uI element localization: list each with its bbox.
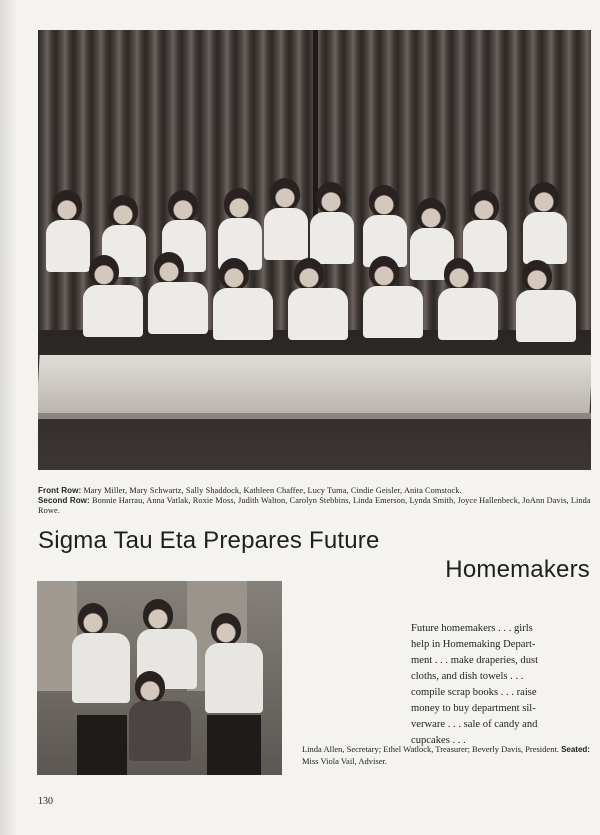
page-number: 130 <box>38 796 53 807</box>
headline-line-2: Homemakers <box>445 556 590 583</box>
article-line: help in Homemaking Depart- <box>411 639 536 650</box>
officers-names: Linda Allen, Secretary; Ethel Watlock, Treasurer; Beverly Davis, President. <box>302 744 559 754</box>
seated-label: Seated: <box>561 745 590 754</box>
officers-photo-caption <box>302 744 594 766</box>
officers-photo <box>37 581 282 775</box>
group-photo-caption <box>38 486 594 516</box>
article-line: cupcakes . . . <box>411 735 466 746</box>
article-line: verware . . . sale of candy and <box>411 719 538 730</box>
article-line: compile scrap books . . . raise <box>411 687 537 698</box>
front-row-names: Mary Miller, Mary Schwartz, Sally Shaddock, Kathleen Chaffee, Lucy Tuma, Cindie Geisler, Anita Comstock. <box>83 486 462 495</box>
page-gutter-shadow <box>0 0 18 835</box>
second-row-label: Second Row: <box>38 496 90 505</box>
article-line: ment . . . make draperies, dust <box>411 655 539 666</box>
headline-line-1: Sigma Tau Eta Prepares Future <box>38 527 380 554</box>
second-row-names: Bonnie Harrau, Anna Vatlak, Roxie Moss, Judith Walton, Carolyn Stebbins, Linda Emerson, Lynda Smith, Joyce Hallenbeck, JoAnn Davis, Linda Rowe. <box>38 496 591 515</box>
front-row-label: Front Row: <box>38 486 82 495</box>
article-body <box>411 621 591 749</box>
seated-names: Miss Viola Vail, Adviser. <box>302 755 387 766</box>
headline <box>38 525 598 585</box>
article-line: Future homemakers . . . girls <box>411 623 533 634</box>
photo-table <box>38 355 591 415</box>
article-line: cloths, and dish towels . . . <box>411 671 524 682</box>
article-line: money to buy department sil- <box>411 703 536 714</box>
group-photo <box>38 30 591 470</box>
